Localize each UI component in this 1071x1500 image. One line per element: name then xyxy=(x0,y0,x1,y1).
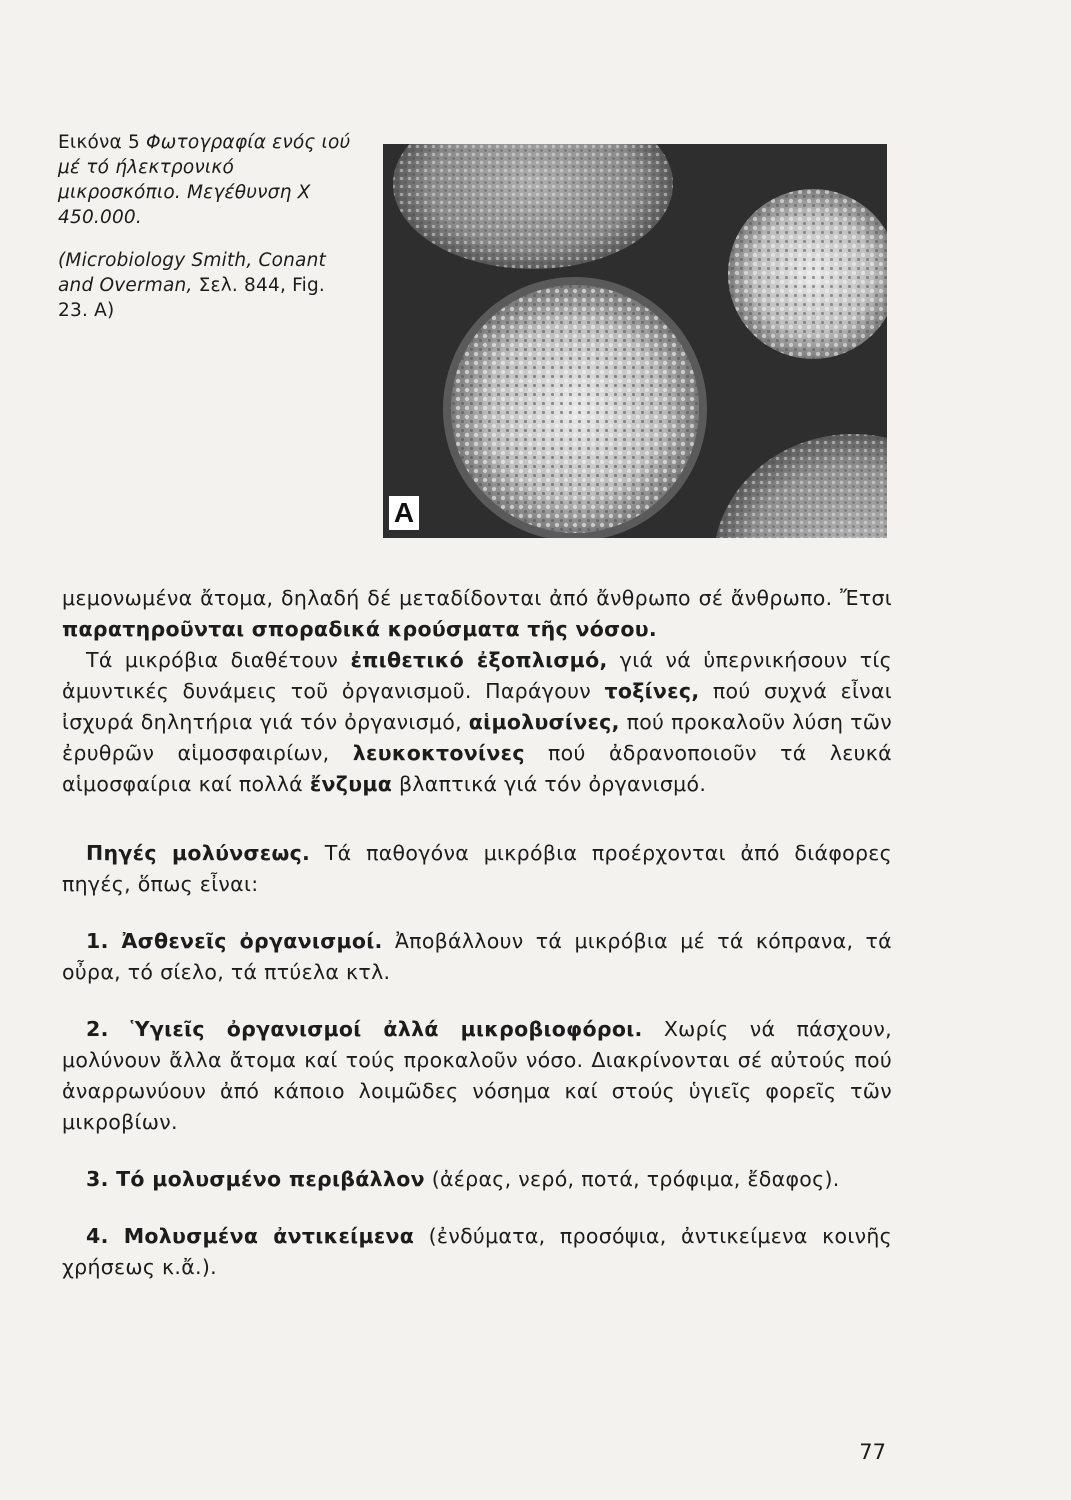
list-item: 1. Ἀσθενεῖς ὀργανισμοί. Ἀποβάλλουν τά μικρόβια μέ τά κόπρανα, τά οὖρα, τό σίελο, τά πτύελα κτλ. xyxy=(62,929,892,984)
section-infection-sources: Πηγές μολύνσεως. Τά παθογόνα μικρόβια προέρχονται ἀπό διάφορες πηγές, ὅπως εἶναι: xyxy=(62,841,893,896)
paragraph-sporadic: μεμονωμένα ἄτομα, δηλαδή δέ μεταδίδονται ἀπό ἄνθρωπο σέ ἄνθρωπο. Ἔτσι παρατηροῦνται σποραδικά κρούσματα τῆς νόσου. xyxy=(62,586,892,641)
figure-caption xyxy=(58,130,358,341)
list-item: 4. Μολυσμένα ἀντικείμενα (ἐνδύματα, προσόψια, ἀντικείμενα κοινῆς χρήσεως κ.ἄ.). xyxy=(62,1224,892,1279)
caption-source: (Microbiology Smith, Conant and Overman, Σελ. 844, Fig. 23. A) xyxy=(58,250,326,321)
figure-label: A xyxy=(389,496,419,530)
page-number: 77 xyxy=(859,1440,886,1464)
caption-title: Εικόνα 5 Φωτογραφία ενός ιού μέ τό ήλεκτρονικό μικροσκόπιο. Μεγέθυνση Χ 450.000. xyxy=(58,132,351,228)
list-item: 2. Ὑγιεῖς ὀργανισμοί ἀλλά μικροβιοφόροι. Χωρίς νά πάσχουν, μολύνουν ἄλλα ἄτομα καί τούς προκαλοῦν νόσο. Διακρίνονται σέ αὐτούς πού ἀναρρωνύουν ἀπό κάποιο λοιμῶδες νόσημα καί στούς ὑγιεῖς φορεῖς τῶν μικροβίων. xyxy=(62,1017,892,1134)
paragraph-offensive-equipment: Τά μικρόβια διαθέτουν ἐπιθετικό ἐξοπλισμό, γιά νά ὑπερνικήσουν τίς ἀμυντικές δυνάμεις τοῦ ὀργανισμοῦ. Παράγουν τοξίνες, πού συχνά εἶναι ἰσχυρά δηλητήρια γιά τόν ὀργανισμό, αἱμολυσίνες, πού προκαλοῦν λύση τῶν ἐρυθρῶν αἱμοσφαιρίων, λευκοκτονίνες πού ἀδρανοποιοῦν τά λευκά αἱμοσφαίρια καί πολλά ἔνζυμα βλαπτικά γιά τόν ὀργανισμό. xyxy=(62,648,892,796)
body-text xyxy=(62,583,892,1283)
micrograph-image xyxy=(383,144,887,538)
list-item: 3. Τό μολυσμένο περιβάλλον (ἀέρας, νερό, ποτά, τρόφιμα, ἔδαφος). xyxy=(86,1167,840,1191)
virus-micrograph xyxy=(383,144,887,538)
